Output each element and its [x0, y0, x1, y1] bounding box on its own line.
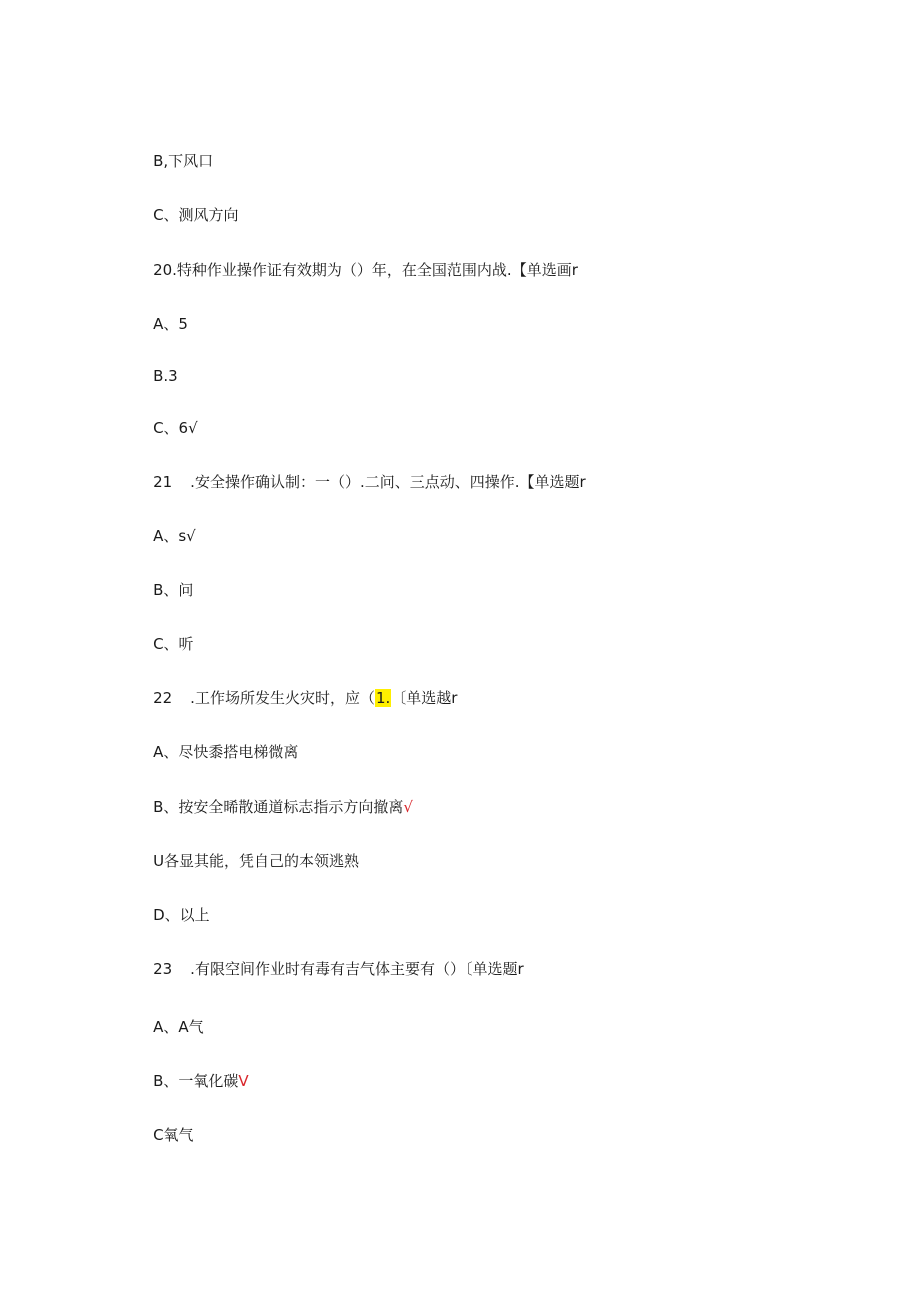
option-text: B、按安全晞散通道标志指示方向撤离: [153, 798, 404, 816]
question-number: 23: [153, 960, 173, 978]
option-text: C、听: [153, 635, 194, 653]
option-a-line: [134, 294, 188, 354]
option-text: U各显其能，凭自己的本领逃熟: [153, 852, 360, 870]
option-b-line: [134, 1051, 249, 1111]
option-text: B、一氧化碳: [153, 1072, 239, 1090]
question-text: .工作场所发生火灾时，应（: [190, 689, 375, 707]
option-c-line: [134, 614, 194, 674]
question-number: 22: [153, 689, 173, 707]
option-a-line: [134, 997, 204, 1057]
question-number: 21: [153, 473, 173, 491]
option-b-line: [134, 560, 193, 620]
question-text: .安全操作确认制：一（）.二问、三点动、四操作.【单选题r: [190, 473, 586, 491]
question-22: [134, 668, 457, 728]
check-mark: √: [188, 419, 198, 437]
option-c-line: [134, 831, 359, 891]
option-text: B、问: [153, 581, 194, 599]
option-b-line: [134, 346, 178, 406]
option-text: C、测风方向: [153, 206, 239, 224]
option-text: C氧气: [153, 1126, 194, 1144]
option-c-line: [134, 185, 239, 245]
option-b-line: [134, 131, 213, 191]
question-text: 20.特种作业操作证有效期为（）年，在全国范围内战.【单选画r: [153, 261, 578, 279]
check-mark: V: [238, 1072, 249, 1090]
check-mark: √: [403, 798, 413, 816]
question-20: [134, 240, 578, 300]
check-mark: √: [186, 527, 196, 545]
highlighted-text: 1.: [375, 689, 391, 707]
option-text: B,下风口: [153, 152, 214, 170]
option-text: B.3: [153, 367, 178, 385]
question-23: [134, 939, 524, 999]
question-text-tail: 〔单选越r: [391, 689, 458, 707]
option-a-line: [134, 506, 196, 566]
option-text: A、5: [153, 315, 188, 333]
option-text: A、A气: [153, 1018, 204, 1036]
question-21: [134, 452, 586, 512]
option-d-line: [134, 885, 210, 945]
option-c-line: [134, 398, 198, 458]
option-text: A、s: [153, 527, 187, 545]
option-b-line: [134, 777, 413, 837]
question-text: .有限空间作业时有毒有吉气体主要有（）〔单选题r: [190, 960, 524, 978]
option-text: A、尽快黍搭电梯微离: [153, 743, 299, 761]
option-text: C、6: [153, 419, 189, 437]
option-text: D、以上: [153, 906, 210, 924]
option-c-line: [134, 1105, 194, 1165]
option-a-line: [134, 722, 298, 782]
